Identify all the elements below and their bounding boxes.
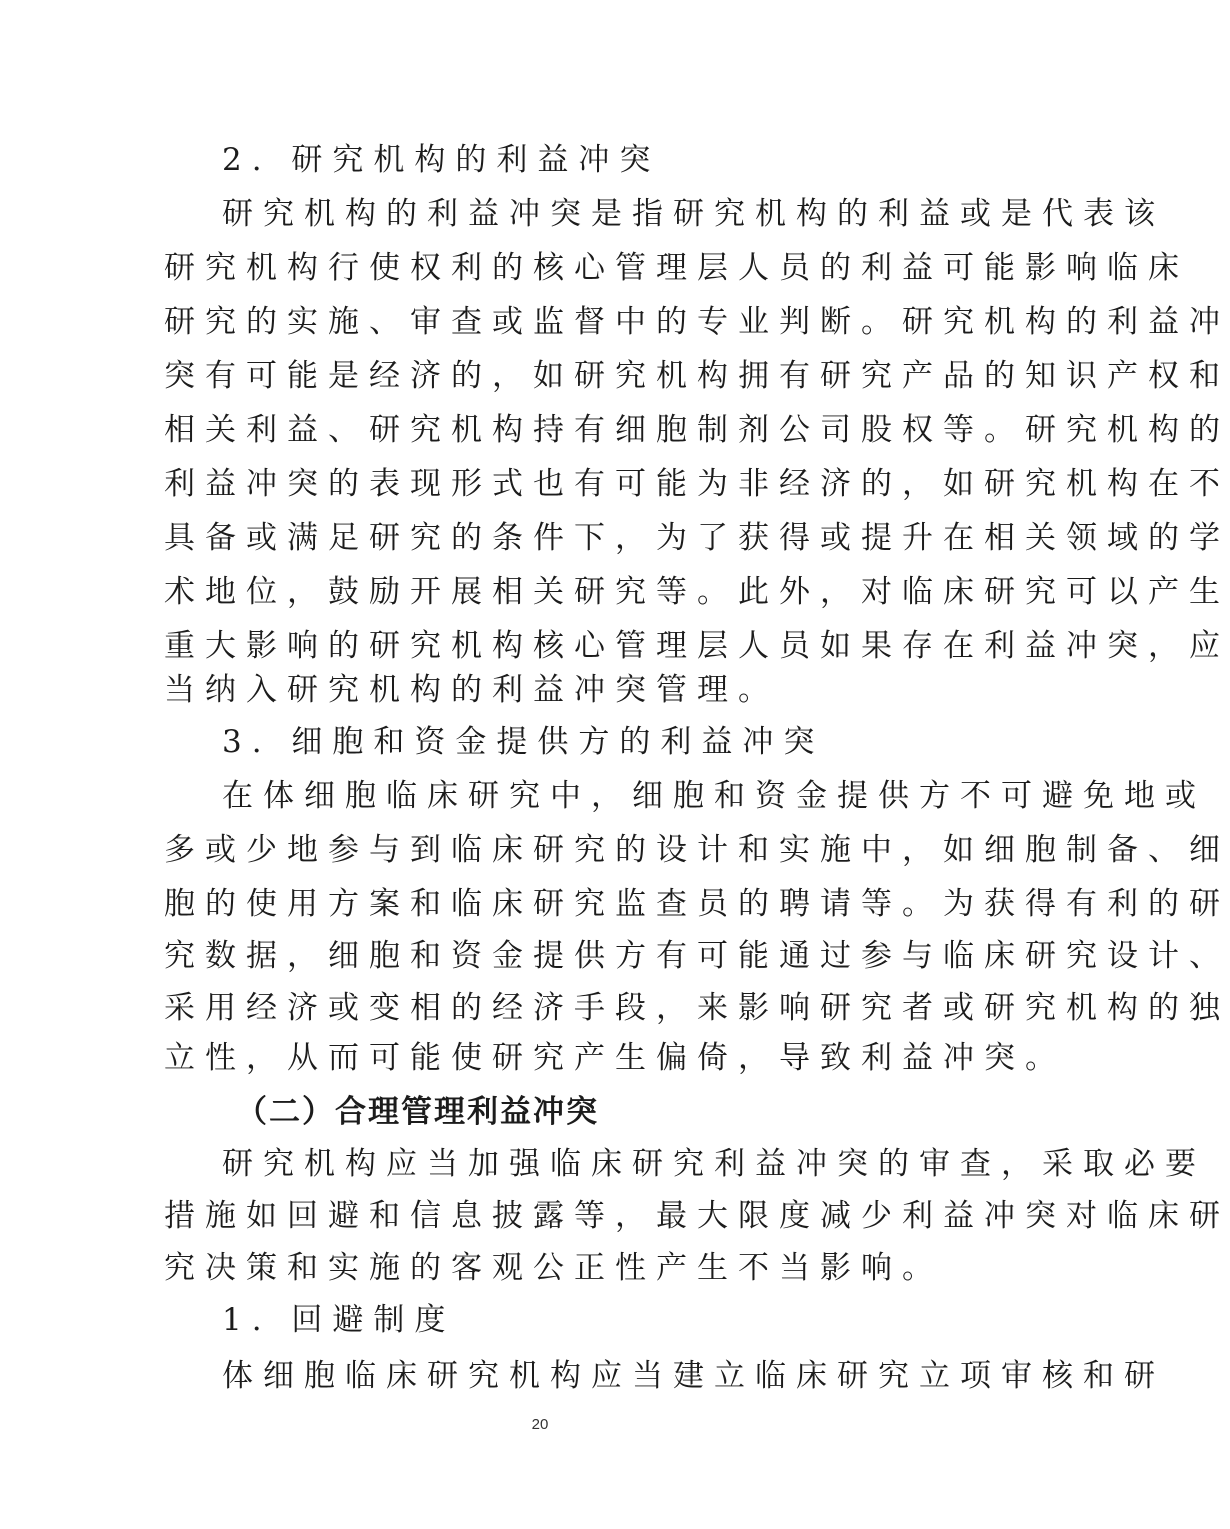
paragraph-line: 具备或满足研究的条件下，为了获得或提升在相关领域的学 <box>164 520 1230 556</box>
paragraph-line: 体细胞临床研究机构应当建立临床研究立项审核和研 <box>222 1358 1165 1394</box>
paragraph-line: 研究机构应当加强临床研究利益冲突的审查，采取必要 <box>222 1146 1206 1182</box>
paragraph-line: 研究的实施、审查或监督中的专业判断。研究机构的利益冲 <box>164 304 1230 340</box>
paragraph-line: 当纳入研究机构的利益冲突管理。 <box>164 672 779 708</box>
paragraph-line: 措施如回避和信息披露等，最大限度减少利益冲突对临床研 <box>164 1198 1230 1234</box>
paragraph-line: 研究机构行使权利的核心管理层人员的利益可能影响临床 <box>164 250 1189 286</box>
paragraph-line: 术地位，鼓励开展相关研究等。此外，对临床研究可以产生 <box>164 574 1230 610</box>
paragraph-line: 研究机构的利益冲突是指研究机构的利益或是代表该 <box>222 196 1165 232</box>
section-heading-funder-conflict: 3. 细胞和资金提供方的利益冲突 <box>222 724 825 760</box>
paragraph-line: 在体细胞临床研究中，细胞和资金提供方不可避免地或 <box>222 778 1206 814</box>
section-heading-institution-conflict: 2. 研究机构的利益冲突 <box>222 142 661 178</box>
paragraph-line: 重大影响的研究机构核心管理层人员如果存在利益冲突，应 <box>164 628 1230 664</box>
page-number: 20 <box>531 1416 549 1433</box>
paragraph-line: 相关利益、研究机构持有细胞制剂公司股权等。研究机构的 <box>164 412 1230 448</box>
paragraph-line: 采用经济或变相的经济手段，来影响研究者或研究机构的独 <box>164 990 1230 1026</box>
paragraph-line: 突有可能是经济的，如研究机构拥有研究产品的知识产权和 <box>164 358 1230 394</box>
paragraph-line: 究数据，细胞和资金提供方有可能通过参与临床研究设计、 <box>164 938 1230 974</box>
section-heading-recusal: 1. 回避制度 <box>222 1302 456 1338</box>
paragraph-line: 立性，从而可能使研究产生偏倚，导致利益冲突。 <box>164 1040 1066 1076</box>
paragraph-line: 利益冲突的表现形式也有可能为非经济的，如研究机构在不 <box>164 466 1230 502</box>
paragraph-line: 多或少地参与到临床研究的设计和实施中，如细胞制备、细 <box>164 832 1230 868</box>
paragraph-line: 胞的使用方案和临床研究监查员的聘请等。为获得有利的研 <box>164 886 1230 922</box>
section-heading-manage-conflict: （二）合理管理利益冲突 <box>236 1094 599 1130</box>
paragraph-line: 究决策和实施的客观公正性产生不当影响。 <box>164 1250 943 1286</box>
